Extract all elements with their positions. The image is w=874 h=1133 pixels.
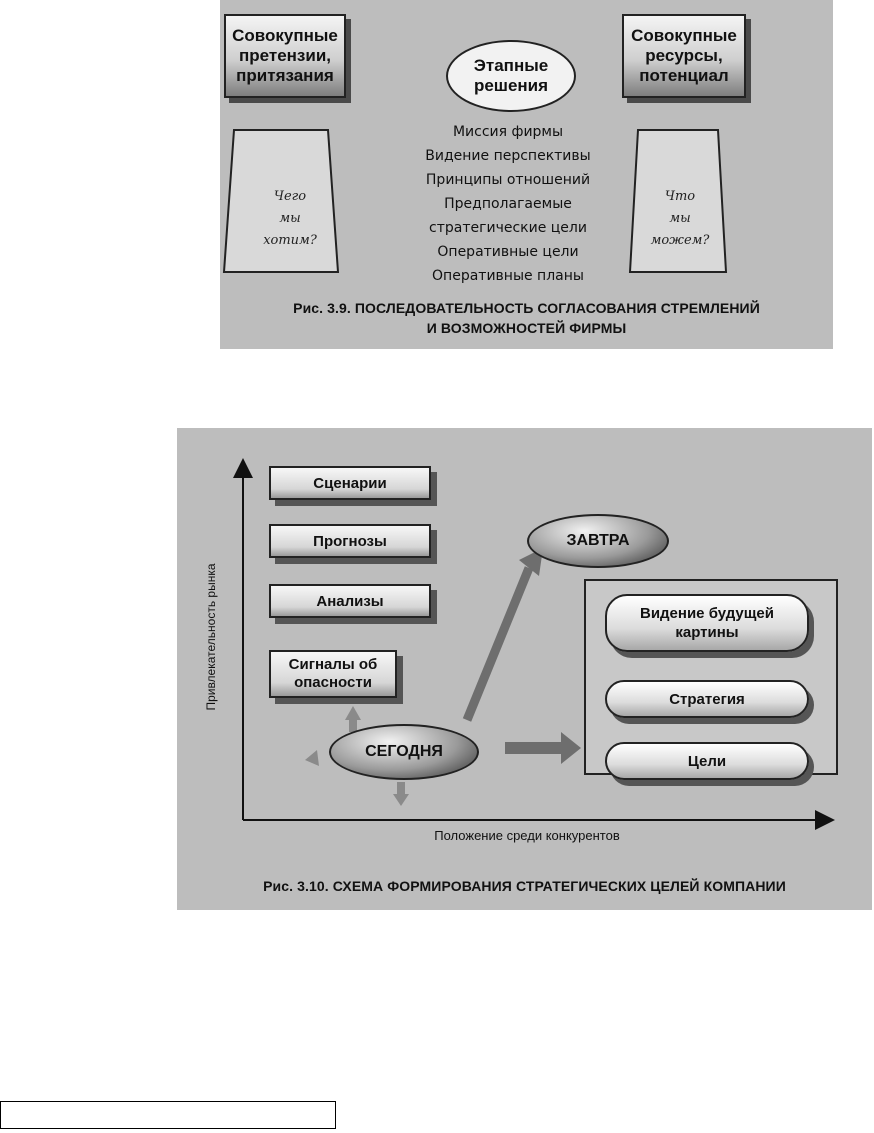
stage-decisions-label: Этапные решения xyxy=(473,56,549,95)
figure-3-10 xyxy=(177,428,872,910)
stage-decisions-ellipse xyxy=(446,40,576,112)
box-scenarios xyxy=(269,466,431,500)
list-item: Оперативные планы xyxy=(432,268,584,284)
box-danger-signals xyxy=(269,650,397,698)
question-line: мы xyxy=(279,211,301,226)
pill-goals xyxy=(605,742,809,780)
list-item: Принципы отношений xyxy=(425,172,591,188)
arrow-down-small-stem xyxy=(397,782,405,794)
y-axis-label-wrap xyxy=(201,518,221,768)
caption-line-2: И ВОЗМОЖНОСТЕЙ ФИРМЫ xyxy=(426,320,627,336)
pill-strategy xyxy=(605,680,809,718)
pill-future-vision-label: Видение будущей картины xyxy=(639,605,774,641)
tomorrow-label: ЗАВТРА xyxy=(566,532,630,549)
today-ellipse xyxy=(329,724,479,780)
pill-strategy-label: Стратегия xyxy=(669,690,745,708)
question-line: мы xyxy=(669,211,691,226)
question-line: можем? xyxy=(650,233,710,248)
box-danger-signals-label: Сигналы об опасности xyxy=(288,656,378,691)
left-question xyxy=(250,186,330,252)
tomorrow-ellipse xyxy=(527,514,669,568)
arrow-to-tomorrow xyxy=(467,568,529,720)
figure-3-9 xyxy=(220,0,833,349)
y-axis-label: Привлекательность рынка xyxy=(204,563,218,711)
today-label: СЕГОДНЯ xyxy=(365,743,443,760)
question-line: Что xyxy=(664,189,696,204)
box-total-claims xyxy=(224,14,346,98)
question-line: Чего xyxy=(273,189,307,204)
figure-3-10-caption: Рис. 3.10. СХЕМА ФОРМИРОВАНИЯ СТРАТЕГИЧЕСКИХ ЦЕЛЕЙ КОМПАНИИ xyxy=(263,878,786,894)
box-forecasts xyxy=(269,524,431,558)
list-item: Оперативные цели xyxy=(437,244,579,260)
pill-future-vision xyxy=(605,594,809,652)
arrow-to-goals-head xyxy=(561,732,581,764)
list-item: Предполагаемые xyxy=(444,196,572,212)
arrow-down-small xyxy=(393,794,409,806)
box-total-resources xyxy=(622,14,746,98)
arrow-up-small xyxy=(345,706,361,720)
pill-goals-label: Цели xyxy=(687,752,727,770)
list-item: Видение перспективы xyxy=(425,148,591,164)
figure-3-9-caption xyxy=(220,298,833,338)
list-item: стратегические цели xyxy=(429,220,587,236)
box-analyses xyxy=(269,584,431,618)
box-forecasts-label: Прогнозы xyxy=(313,532,387,550)
arrow-to-goals xyxy=(505,742,563,754)
footer-box xyxy=(0,1101,336,1129)
box-total-claims-label: Совокупные претензии, притязания xyxy=(232,26,338,85)
box-total-resources-label: Совокупные ресурсы, потенциал xyxy=(631,26,737,85)
list-item: Миссия фирмы xyxy=(452,124,564,140)
center-list xyxy=(418,120,598,288)
x-axis-label: Положение среди конкурентов xyxy=(434,828,620,843)
caption-line-1: Рис. 3.9. ПОСЛЕДОВАТЕЛЬНОСТЬ СОГЛАСОВАНИЯ СТРЕМЛЕНИЙ xyxy=(293,300,760,316)
question-line: хотим? xyxy=(263,233,317,248)
right-question xyxy=(640,186,720,252)
box-scenarios-label: Сценарии xyxy=(313,474,387,492)
box-analyses-label: Анализы xyxy=(316,592,384,610)
arrow-left-small xyxy=(305,750,319,766)
